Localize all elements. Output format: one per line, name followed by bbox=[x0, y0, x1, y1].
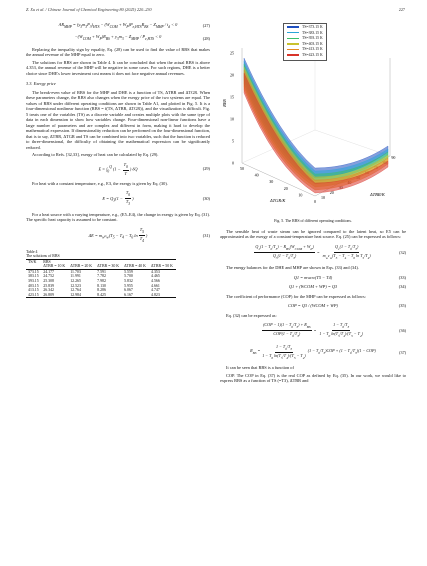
x-axis-label: ΔTGR/K bbox=[270, 198, 286, 203]
z-tick-label: 20 bbox=[230, 72, 234, 78]
left-column bbox=[26, 18, 210, 298]
z-axis-label: RBS bbox=[222, 99, 227, 107]
table-cell: 12.764 bbox=[70, 288, 81, 293]
solutions-table bbox=[26, 259, 176, 299]
table-cell: 26.342 bbox=[43, 288, 54, 293]
figure-5 bbox=[220, 18, 406, 218]
eq-text: Q1 + (WCOM + WP) = Q3 bbox=[288, 284, 338, 290]
equation-30: $E = Q_3(1$ − $\frac{T_0}{T_3}$ ) (30) bbox=[102, 190, 210, 207]
legend-swatch bbox=[287, 49, 299, 51]
eq-number: (29) bbox=[202, 166, 210, 172]
table-header-group: RBS bbox=[43, 259, 51, 264]
table-cell: 423.15 bbox=[28, 292, 39, 297]
equation-32: $\frac{Q_1(1 - T_0/T_3) - R_{BS}(W_{COM} + W_P)}{Q_3(1 - T_0/T_3)}$ = $\frac{Q_1(1 - T_0/T_3)}{m_wc_w(T_5 - T_4 - T_0 \ln T_5/T_4)}$ (32) bbox=[255, 243, 406, 260]
z-tick-label: 10 bbox=[230, 116, 234, 122]
paragraph: Eq. (32) can be expressed as: bbox=[226, 312, 277, 318]
equation-27: $AR_{MHP} = (y_3m_3P_3)_{HTS} - (W_{COM} + W_P)P_{e,HTS}R_{BS} - Z_{MHP} / t_d < 0$ (27) bbox=[58, 22, 210, 29]
eq-number: (28) bbox=[202, 35, 210, 41]
paragraph: For a heat source with a varying temperature, e.g., (E5–E4), the change in exergy is given by Eq. (31). The specific heat capacity is assumed to be constant. bbox=[26, 211, 210, 223]
table-row bbox=[26, 279, 176, 284]
table-header: ΔTBR = 20 K bbox=[70, 264, 93, 269]
legend-swatch bbox=[287, 54, 299, 56]
table-cell: 383.15 bbox=[28, 274, 39, 279]
x-tick-label: 10 bbox=[298, 192, 303, 198]
table-cell: 25.839 bbox=[43, 283, 54, 288]
paragraph: The break-even value of RBS for the MHP and DHE is a function of TS, ΔTBR and ΔTGR. When these parameters change, the RBS also changes when the exergy price of the two systems are equal. The values of RBS under different operating conditions are shown in Table A1, and plotted in Fig. 5. It is a four-dimensional nonlinear function (RBS = f(TS, ΔTBR, ΔTGR)), and the visualization is difficult. Fig. 5 treats one of the variables (TS) as a discrete variable and creates multiple plots with the same type of data in each dimension to show how variables change. Four-dimensional non-linear functions have a large number of parameters and are complex and different in form, making it hard to develop the mathematical expression. If dimensionality reduction can be performed on the four-dimensional function, that is to say, ΔTBR, ΔTGR and TS can be combined into two variables, such that the function is reduced to three-dimensional, the difficulty of obtaining the mathematical expression can be significantly reduced. bbox=[26, 89, 210, 150]
table-cell: 4.747 bbox=[151, 288, 160, 293]
table-cell: 4.353 bbox=[151, 269, 160, 274]
section-heading: 3.3. Exergy price bbox=[26, 81, 56, 87]
table-cell: 24.177 bbox=[43, 269, 54, 274]
paragraph: Replacing the inequality sign by equality, Eq. (28) can be used to find the value of RBS that makes the annual revenue of the MHP equal to zero. bbox=[26, 46, 210, 58]
table-title: Table 4 bbox=[26, 249, 38, 254]
eq-number: (36) bbox=[399, 328, 406, 334]
table-header: ΔTBR = 30 K bbox=[97, 264, 120, 269]
paragraph: For heat with a constant temperature, e.g., E3, the exergy is given by Eq. (30). bbox=[32, 180, 168, 186]
table-cell: 393.15 bbox=[28, 279, 39, 284]
table-cell: 7.782 bbox=[97, 274, 106, 279]
eq-number: (27) bbox=[202, 23, 210, 29]
legend-label: TS=413.15 K bbox=[302, 47, 323, 52]
table-cell: 7.591 bbox=[97, 269, 106, 274]
x-tick-label: 0 bbox=[314, 199, 316, 204]
table-cell: 5.700 bbox=[124, 274, 133, 279]
eq-text: Q1 = mwcw(T5 − T4) bbox=[293, 274, 333, 280]
z-tick-label: 0 bbox=[232, 160, 234, 166]
paragraph: According to Refs. [32,33], exergy of heat can be calculated by Eq. (29). bbox=[32, 152, 159, 158]
equation-31: $\Delta E = m_wc_w(T_5 - T_4 - T_0$ ln $\frac{T_5}{T_4}$ ) (31) bbox=[88, 226, 210, 244]
table-cell: 4.661 bbox=[151, 283, 160, 288]
table-cell: 8.130 bbox=[97, 283, 106, 288]
table-subtitle: The solutions of RBS bbox=[26, 254, 60, 259]
running-header bbox=[26, 7, 405, 12]
figure-legend bbox=[283, 23, 327, 61]
z-tick-label: 5 bbox=[232, 138, 234, 144]
legend-label: TS=373.15 K bbox=[302, 25, 323, 29]
table-cell: 12.984 bbox=[70, 292, 81, 297]
figure-caption: Fig. 5. The RBS of different operating conditions. bbox=[274, 219, 352, 223]
paragraph: It can be seen that RBS is a function of bbox=[226, 365, 294, 371]
table-cell: 8.286 bbox=[97, 288, 106, 293]
table-cell: 4.823 bbox=[151, 292, 160, 297]
table-cell: 12.523 bbox=[70, 283, 81, 288]
legend-label: TS=383.15 K bbox=[302, 30, 323, 35]
y-axis-label: ΔTBR/K bbox=[370, 192, 385, 197]
legend-swatch bbox=[287, 38, 299, 40]
eq-number: (35) bbox=[398, 303, 406, 309]
equation-37: $R_{BS}$ = $\frac{1 - T_0/T_3}{1 - T_0 \ln(T_5/T_4)/(T_5 - T_4)}$ $(1 - T_0/T_3)COP + (1 - T_0/T_3)(1 - COP)$ (37) bbox=[250, 343, 406, 360]
legend-label: TS=403.15 K bbox=[302, 41, 323, 46]
legend-entry bbox=[287, 53, 323, 59]
equation-36: $\frac{(COP - 1)(1 - T_0/T_3) + R_{BS}}{COP(1 - T_0/T_3)}$ = $\frac{1 - T_0/T_3}{1 - T_0 \ln(T_5/T_4)/(T_5 - T_4)}$ (36) bbox=[263, 322, 406, 339]
x-tick-label: 20 bbox=[283, 185, 288, 191]
eq-number: (37) bbox=[399, 349, 406, 355]
journal-citation: Z. Xu et al. / Chinese Journal of Chemical Engineering 80 (2025) 220–230 bbox=[26, 7, 152, 12]
right-column bbox=[220, 18, 406, 386]
equation-34 bbox=[220, 284, 406, 290]
table-header: ΔTBR = 50 K bbox=[151, 264, 173, 269]
table-cell: 373.15 bbox=[28, 269, 39, 274]
table-cell: 11.991 bbox=[70, 274, 81, 279]
table-cell: 403.15 bbox=[28, 283, 39, 288]
table-cell: 6.167 bbox=[124, 292, 133, 297]
table-cell: 7.982 bbox=[97, 279, 106, 284]
table-cell: 6.067 bbox=[124, 288, 133, 293]
legend-swatch bbox=[287, 32, 299, 34]
equation-33 bbox=[220, 275, 406, 281]
equation-35 bbox=[220, 303, 406, 309]
legend-label: TS=393.15 K bbox=[302, 36, 323, 41]
table-cell: 5.955 bbox=[124, 283, 133, 288]
paragraph: The solutions for RBS are shown in Table 4. It can be concluded that when the actual RBS is above 4.353, the annual revenue of the MHP will be negative in some cases. For such regions, DHE is a better choice since DHE's lower investment cost means it does not face negative annual revenues. bbox=[26, 59, 210, 76]
x-tick-label: 50 bbox=[240, 166, 244, 171]
y-tick-label: 20 bbox=[329, 190, 334, 195]
table-header: ΔTBR = 10 K bbox=[43, 264, 66, 269]
paragraph: The sensible heat of waste steam can be ignored compared to the latent heat, so E5 can be approximated as the exergy of a constant-temperature heat source. Eq. (25) can be expressed as follows: bbox=[220, 228, 406, 239]
table-cell: 413.15 bbox=[28, 288, 39, 293]
y-tick-label: 90 bbox=[391, 155, 396, 160]
table-cell: 12.265 bbox=[70, 279, 81, 284]
eq-number: (30) bbox=[202, 196, 210, 202]
y-tick-label: 10 bbox=[321, 195, 325, 200]
legend-swatch bbox=[287, 26, 299, 28]
paragraph: The energy balances for the DHE and MHP are shown in Eqs. (33) and (34). bbox=[226, 265, 359, 271]
table-row bbox=[26, 293, 176, 298]
paragraph: The coefficient of performance (COP) for the MHP can be expressed as follows: bbox=[226, 293, 366, 299]
z-tick-label: 25 bbox=[230, 50, 234, 56]
table-header: TS/K bbox=[28, 259, 37, 264]
table-cell: 4.566 bbox=[151, 279, 160, 284]
x-tick-label: 40 bbox=[254, 172, 259, 178]
paragraph: COP. The COP in Eq. (37) is the real COP as defined by Eq. (35). In our work, we would like to express RBS as a function of TS (=T3), ΔTBR and bbox=[220, 372, 406, 384]
table-cell: 25.308 bbox=[43, 279, 54, 284]
eq-number: (32) bbox=[399, 249, 406, 255]
page-number: 227 bbox=[398, 7, 405, 12]
z-tick-label: 15 bbox=[230, 94, 234, 100]
table-cell: 5.559 bbox=[124, 269, 133, 274]
equation-29: $E = \int_0^Q$ (1 − $\frac{T_0}{T}$ ) δQ (29) bbox=[98, 161, 210, 177]
table-cell: 4.465 bbox=[151, 274, 160, 279]
table-cell: 24.752 bbox=[43, 274, 54, 279]
equation-28: $-(W_{COM} + W_P)R_{BS} + y_3m_3 - Z_{MHP} / P_{e,HTS} < 0$ (28) bbox=[74, 34, 210, 42]
legend-swatch bbox=[287, 43, 299, 45]
table-header: ΔTBR = 40 K bbox=[124, 264, 146, 269]
eq-text: COP = Q3 / (WCOM + WP) bbox=[288, 303, 338, 309]
table-cell: 8.425 bbox=[97, 292, 106, 297]
eq-number: (34) bbox=[398, 284, 406, 290]
eq-number: (33) bbox=[398, 274, 406, 280]
table-cell: 5.832 bbox=[124, 279, 133, 284]
x-tick-label: 30 bbox=[269, 179, 274, 185]
legend-label: TS=423.15 K bbox=[302, 52, 323, 57]
eq-number: (31) bbox=[202, 232, 210, 238]
table-cell: 26.809 bbox=[43, 292, 54, 297]
table-4 bbox=[26, 250, 210, 299]
table-cell: 11.703 bbox=[70, 269, 81, 274]
